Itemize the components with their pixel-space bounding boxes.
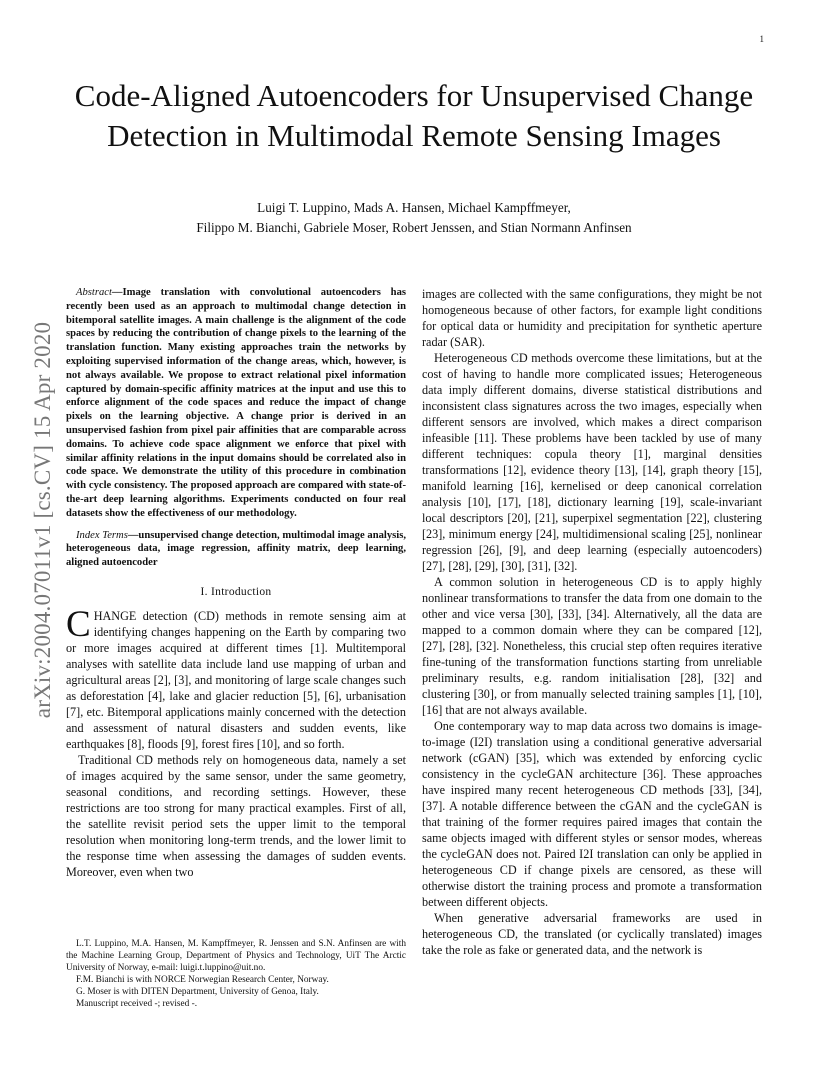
authors-line-2: Filippo M. Bianchi, Gabriele Moser, Robert Jenssen, and Stian Normann Anfinsen bbox=[196, 220, 632, 235]
abstract-paragraph bbox=[66, 286, 406, 521]
right-paragraph-4: One contemporary way to map data across two domains is image-to-image (I2I) translation using a conditional generative adversarial network (cGAN) [35], which was extended by enforcing cyclic consistency in the cycleGAN architecture [36]. These approaches have inspired many recent heterogeneous CD methods [33], [34], [37]. A notable difference between the cGAN and the cycleGAN is that training of the former requires paired images that contain the same objects imaged with different styles or sensor modes, whereas the cycleGAN does not. Paired I2I translation can only be applied in heterogeneous CD if change pixels are censored, as these will otherwise distort the training process and promote a transformation between different objects. bbox=[422, 719, 762, 909]
abstract bbox=[66, 286, 406, 570]
right-column bbox=[422, 286, 762, 958]
drop-cap: C bbox=[66, 603, 91, 645]
intro-paragraph-2: Traditional CD methods rely on homogeneous data, namely a set of images acquired by the same sensor, under the same geometry, seasonal conditions, and recording settings. However, these restrictions are too strong for many practical examples. First of all, the satellite revisit period sets the upper limit to the temporal resolution when monitoring long-term trends, and the lower limit to the response time when assessing the damages of sudden events. Moreover, even when two bbox=[66, 752, 406, 879]
section-heading-introduction: I. Introduction bbox=[200, 585, 272, 598]
right-paragraph-5: When generative adversarial frameworks are used in heterogeneous CD, the translated (or cyclically translated) images take the role as fake or generated data, and the network is bbox=[422, 911, 762, 957]
index-terms-label: Index Terms bbox=[76, 529, 128, 541]
footnote-affiliation-2: F.M. Bianchi is with NORCE Norwegian Research Center, Norway. bbox=[76, 975, 329, 985]
intro-paragraph-1 bbox=[66, 603, 406, 752]
intro-paragraph-1-text: HANGE detection (CD) methods in remote sensing aim at identifying changes happening on the Earth by comparing two or more images acquired at different times [1]. Multitemporal analyses with satellite data include land use mapping of urban and agricultural areas [2], [3], and monitoring of large scale changes such as deforestation [4], lake and glacier reduction [5], [6], urbanisation [7], etc. Bitemporal applications mainly concerned with the detection and assessment of natural disasters and sudden events, like earthquakes [8], floods [9], forest fires [10], and so forth. bbox=[66, 608, 406, 751]
right-paragraph-1: images are collected with the same configurations, they might be not homogeneous because of other factors, for example light conditions for optical data or humidity and precipitation for synthetic aperture radar (SAR). bbox=[422, 287, 762, 349]
page-number: 1 bbox=[759, 34, 764, 44]
index-terms-text: —unsupervised change detection, multimodal image analysis, heterogeneous data, image regression, affinity matrix, deep learning, aligned autoencoder bbox=[66, 529, 406, 569]
footnote-affiliation-3: G. Moser is with DITEN Department, University of Genoa, Italy. bbox=[76, 987, 319, 997]
footnote-affiliation-1: L.T. Luppino, M.A. Hansen, M. Kampffmeyer, R. Jenssen and S.N. Anfinsen are with the Machine Learning Group, Department of Physics and Technology, UiT The Arctic University of Norway, e-mail: luigi.t.luppino@uit.no. bbox=[66, 939, 406, 973]
arxiv-sidebar bbox=[26, 290, 60, 750]
right-paragraph-3: A common solution in heterogeneous CD is to apply highly nonlinear transformations to transfer the data from one domain to the other and vice versa [30], [33], [34]. Alternatively, all the data are mapped to a common domain where they can be compared [12], [27], [28], [32]. Nonetheless, this crucial step often requires iterative fine-tuning of the transformation functions starting from unreliable preliminary results, e.g. random initialisation [28], [32] and clustering [30], or from manually selected training samples [1], [10], [16] that are not always available. bbox=[422, 575, 762, 717]
arxiv-identifier: arXiv:2004.07011v1 [cs.CV] 15 Apr 2020 bbox=[30, 321, 55, 719]
abstract-label: Abstract bbox=[76, 287, 112, 298]
authors-line-1: Luigi T. Luppino, Mads A. Hansen, Michael Kampffmeyer, bbox=[257, 200, 571, 215]
right-paragraph-2: Heterogeneous CD methods overcome these limitations, but at the cost of having to handle more complicated issues; Heterogeneous data imply different domains, diverse statistical distributions and inconsistent class signatures across the two images, especially when different sensors are involved, which makes a direct comparison infeasible [11]. These problems have been tackled by use of many different techniques: copula theory [1], marginal densities transformations [12], evidence theory [13], [14], graph theory [15], manifold learning [16], kernelised or deep canonical correlation analysis [10], [17], [18], dictionary learning [19], scale-invariant local descriptors [20], [21], superpixel segmentation [22], clustering [23], minimum energy [24], multidimensional scaling [25], nonlinear regression [26], [9], and deep learning (especially autoencoders) [27], [28], [29], [30], [31], [32]. bbox=[422, 351, 762, 573]
author-list bbox=[70, 198, 758, 238]
introduction-body bbox=[66, 603, 406, 880]
abstract-text: —Image translation with convolutional autoencoders has recently been used as an approach to multimodal change detection in bitemporal satellite images. A main challenge is the alignment of the code spaces by reducing the contribution of change pixels to the learning of the translation function. Many existing approaches train the networks by exploiting supervised information of the change areas, which, however, is not always available. We propose to extract relational pixel information captured by domain-specific affinity matrices at the input and use this to enforce alignment of the code spaces and reduce the impact of change pixels on the learning objective. A change prior is derived in an unsupervised fashion from pixel pair affinities that are comparable across domains. To achieve code space alignment we enforce that pixel with similar affinity relations in the input domains should be correlated also in code space. We demonstrate the utility of this procedure in combination with cycle consistency. The proposed approach are compared with state-of-the-art deep learning algorithms. Experiments conducted on four real datasets show the effectiveness of our methodology. bbox=[66, 287, 406, 519]
left-column bbox=[66, 286, 406, 880]
footnotes bbox=[66, 938, 406, 1010]
paper-title: Code-Aligned Autoencoders for Unsupervised Change Detection in Multimodal Remote Sensing Images bbox=[74, 78, 754, 153]
footnote-manuscript: Manuscript received -; revised -. bbox=[76, 999, 198, 1009]
index-terms-paragraph bbox=[66, 529, 406, 570]
